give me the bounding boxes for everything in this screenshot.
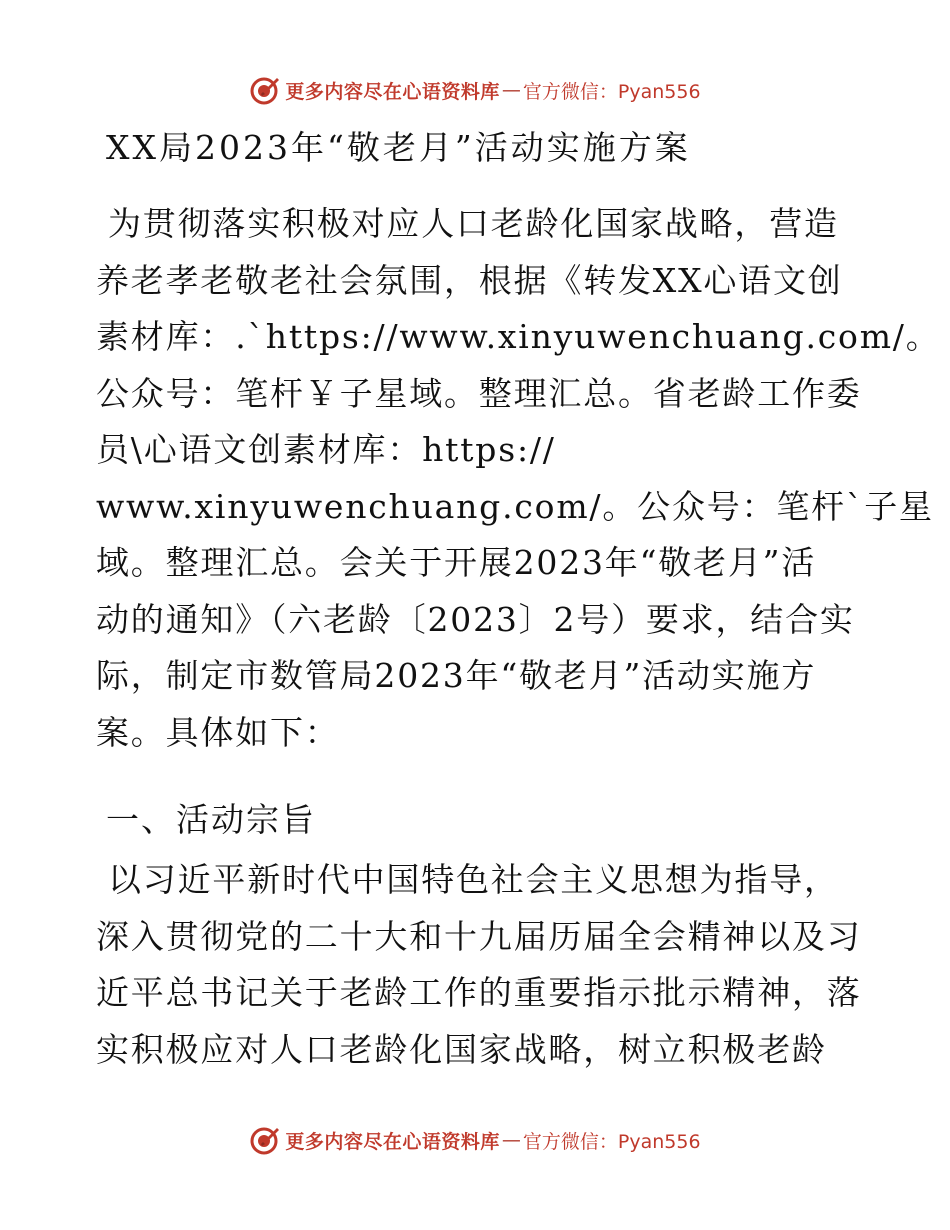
text-line: 域。整理汇总。会关于开展2023年“敬老月”活	[96, 543, 817, 582]
text-line: 动的通知》（六老龄〔2023〕2号）要求，结合实	[96, 599, 855, 639]
text-line: www.xinyuwenchuang.com/。公众号：笔杆`子星	[96, 486, 934, 526]
pen-logo-icon	[249, 74, 281, 106]
text-line: 以习近平新时代中国特色社会主义思想为指导，	[108, 860, 839, 899]
pen-logo-icon	[249, 1124, 281, 1156]
text-line: 近平总书记关于老龄工作的重要指示批示精神，落	[96, 973, 862, 1012]
text-line: 实积极应对人口老龄化国家战略，树立积极老龄	[96, 1029, 827, 1069]
text-line: 深入贯彻党的二十大和十九届历届全会精神以及习	[96, 916, 862, 956]
text-line: 养老孝老敬老社会氛围，根据《转发XX心语文创	[96, 260, 843, 300]
text-line: 际，制定市数管局2023年“敬老月”活动实施方	[96, 656, 817, 695]
text-line: 案。具体如下：	[96, 712, 340, 752]
banner-wechat: 官方微信：Pyan556	[522, 1130, 701, 1153]
banner-text: 更多内容尽在心语资料库	[285, 80, 500, 103]
text-line: 员\心语文创素材库：https://	[96, 430, 556, 469]
document-title: XX局2023年“敬老月”活动实施方案	[106, 128, 691, 167]
banner-wechat: 官方微信：Pyan556	[522, 80, 701, 103]
section-heading: 一、活动宗旨	[106, 800, 316, 839]
footer-banner	[0, 1120, 950, 1160]
banner-dash: —	[501, 79, 521, 101]
banner-text: 更多内容尽在心语资料库	[285, 1130, 500, 1153]
paragraph-purpose	[96, 852, 862, 1078]
text-line: 为贯彻落实积极对应人口老龄化国家战略，营造	[108, 204, 839, 243]
text-line: 素材库：.`https://www.xinyuwenchuang.com/。	[96, 317, 941, 356]
header-banner	[0, 70, 950, 110]
text-line: 公众号：笔杆￥子星域。整理汇总。省老龄工作委	[96, 373, 862, 413]
paragraph-intro	[96, 196, 941, 761]
banner-dash: —	[501, 1129, 521, 1151]
